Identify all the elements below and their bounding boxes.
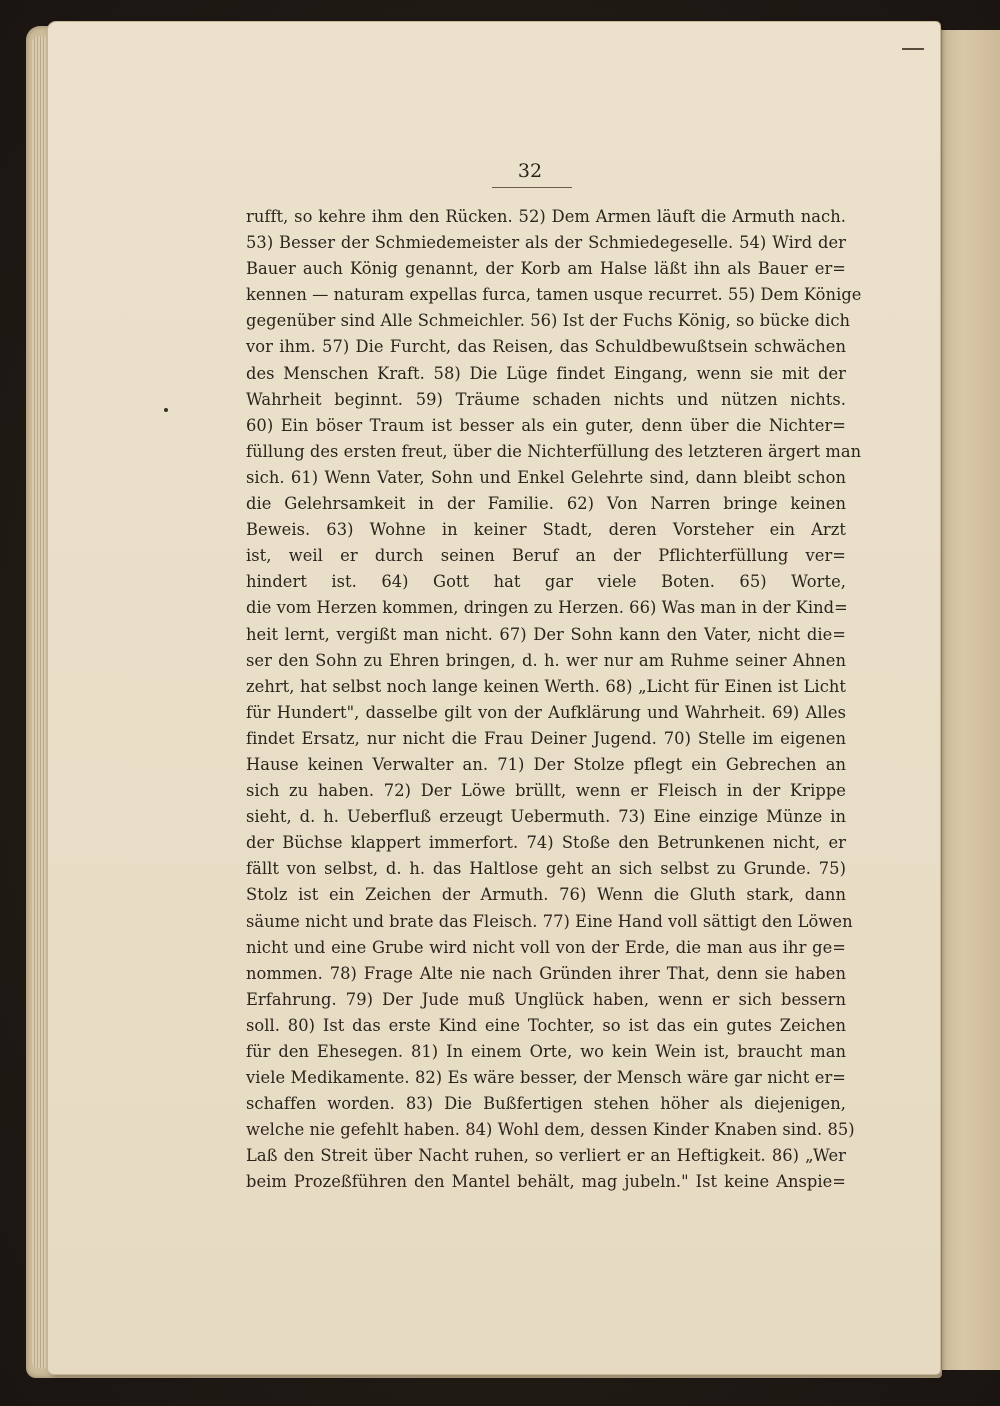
text-line: schaffen worden. 83) Die Bußfertigen stehen höher als diejenigen, xyxy=(246,1094,846,1114)
text-line: sich. 61) Wenn Vater, Sohn und Enkel Gelehrte sind, dann bleibt schon xyxy=(246,467,846,487)
text-line: Laß den Streit über Nacht ruhen, so verliert er an Heftigkeit. 86) „Wer xyxy=(246,1146,846,1166)
text-line: nicht und eine Grube wird nicht voll von der Erde, die man aus ihr ge= xyxy=(246,937,846,957)
text-line: viele Medikamente. 82) Es wäre besser, der Mensch wäre gar nicht er= xyxy=(246,1068,846,1088)
text-line: säume nicht und brate das Fleisch. 77) Eine Hand voll sättigt den Löwen xyxy=(246,911,853,931)
text-line: heit lernt, vergißt man nicht. 67) Der Sohn kann den Vater, nicht die= xyxy=(246,624,846,644)
margin-dot xyxy=(164,408,168,412)
text-line: welche nie gefehlt haben. 84) Wohl dem, dessen Kinder Knaben sind. 85) xyxy=(246,1120,855,1140)
text-line: die Gelehrsamkeit in der Familie. 62) Von Narren bringe keinen xyxy=(246,494,846,514)
adjacent-page-edge xyxy=(936,30,1000,1370)
page-corner-mark xyxy=(902,48,924,50)
text-line: gegenüber sind Alle Schmeichler. 56) Ist der Fuchs König, so bücke dich xyxy=(246,311,851,331)
text-line: für den Ehesegen. 81) In einem Orte, wo kein Wein ist, braucht man xyxy=(246,1042,846,1061)
text-line: für Hundert", dasselbe gilt von der Aufklärung und Wahrheit. 69) Alles xyxy=(246,702,846,722)
text-line: sieht, d. h. Ueberfluß erzeugt Uebermuth. 73) Eine einzige Münze in xyxy=(246,807,846,827)
text-line: Erfahrung. 79) Der Jude muß Unglück haben, wenn er sich bessern xyxy=(246,989,846,1009)
text-line: nommen. 78) Frage Alte nie nach Gründen ihrer That, denn sie haben xyxy=(246,963,846,983)
text-line: zehrt, hat selbst noch lange keinen Werth. 68) „Licht für Einen ist Licht xyxy=(246,676,846,696)
page-number: 32 xyxy=(517,160,543,182)
text-line: des Menschen Kraft. 58) Die Lüge findet Eingang, wenn sie mit der xyxy=(246,363,846,383)
text-line: Bauer auch König genannt, der Korb am Halse läßt ihn als Bauer er= xyxy=(246,259,846,279)
text-line: hindert ist. 64) Gott hat gar viele Boten. 65) Worte, xyxy=(246,572,846,592)
text-line: vor ihm. 57) Die Furcht, das Reisen, das Schuldbewußtsein schwächen xyxy=(246,337,846,357)
text-line: Beweis. 63) Wohne in keiner Stadt, deren Vorsteher ein Arzt xyxy=(246,520,846,540)
text-line: Stolz ist ein Zeichen der Armuth. 76) Wenn die Gluth stark, dann xyxy=(246,885,846,905)
text-line: ist, weil er durch seinen Beruf an der Pflichterfüllung ver= xyxy=(246,546,846,566)
text-line: 60) Ein böser Traum ist besser als ein guter, denn über die Nichter= xyxy=(246,415,846,435)
header-rule xyxy=(492,187,572,188)
text-line: fällt von selbst, d. h. das Haltlose geht an sich selbst zu Grunde. 75) xyxy=(246,859,846,879)
text-line: kennen — naturam expellas furca, tamen usque recurret. 55) Dem Könige xyxy=(246,285,862,305)
text-line: 53) Besser der Schmiedemeister als der Schmiedegeselle. 54) Wird der xyxy=(246,233,846,253)
text-line: ser den Sohn zu Ehren bringen, d. h. wer nur am Ruhme seiner Ahnen xyxy=(246,650,846,670)
text-line: sich zu haben. 72) Der Löwe brüllt, wenn er Fleisch in der Krippe xyxy=(246,781,846,801)
text-line: beim Prozeßführen den Mantel behält, mag jubeln." Ist keine Anspie= xyxy=(246,1172,846,1192)
text-line: findet Ersatz, nur nicht die Frau Deiner Jugend. 70) Stelle im eigenen xyxy=(246,728,846,748)
text-line: Wahrheit beginnt. 59) Träume schaden nichts und nützen nichts. xyxy=(246,389,846,409)
text-line: der Büchse klappert immerfort. 74) Stoße den Betrunkenen nicht, er xyxy=(246,833,846,853)
text-line: soll. 80) Ist das erste Kind eine Tochter, so ist das ein gutes Zeichen xyxy=(246,1015,846,1035)
body-text xyxy=(246,204,862,1196)
text-line: füllung des ersten freut, über die Nichterfüllung des letzteren ärgert man xyxy=(246,441,862,461)
text-line: rufft, so kehre ihm den Rücken. 52) Dem Armen läuft die Armuth nach. xyxy=(246,207,846,226)
text-line: die vom Herzen kommen, dringen zu Herzen. 66) Was man in der Kind= xyxy=(246,598,848,618)
text-line: Hause keinen Verwalter an. 71) Der Stolze pflegt ein Gebrechen an xyxy=(246,754,846,774)
